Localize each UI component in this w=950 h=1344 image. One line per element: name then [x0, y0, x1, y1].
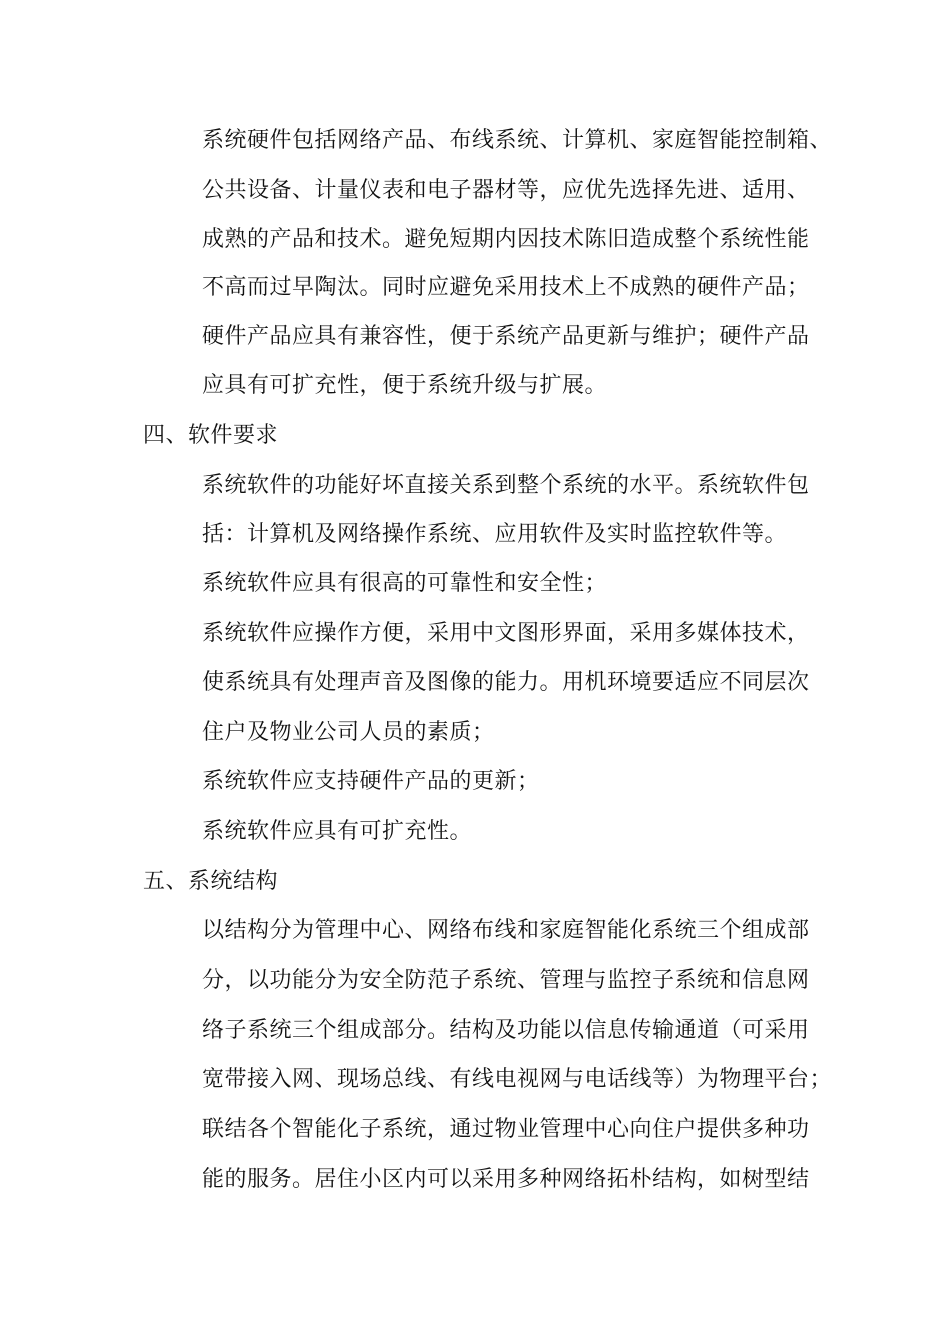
- hardware-paragraph-line: 成熟的产品和技术。避免短期内因技术陈旧造成整个系统性能: [202, 227, 810, 252]
- structure-paragraph-line: 络子系统三个组成部分。结构及功能以信息传输通道（可采用: [202, 1018, 810, 1043]
- hardware-paragraph-line: 应具有可扩充性，便于系统升级与扩展。: [202, 373, 608, 398]
- software-paragraph-line: 使系统具有处理声音及图像的能力。用机环境要适应不同层次: [202, 670, 810, 695]
- structure-paragraph-line: 能的服务。居住小区内可以采用多种网络拓朴结构，如树型结: [202, 1167, 810, 1192]
- software-paragraph-line: 系统软件应支持硬件产品的更新；: [202, 769, 540, 794]
- software-paragraph-line: 系统软件的功能好坏直接关系到整个系统的水平。系统软件包: [202, 473, 810, 498]
- software-paragraph-line: 括：计算机及网络操作系统、应用软件及实时监控软件等。: [202, 522, 788, 547]
- structure-paragraph-line: 以结构分为管理中心、网络布线和家庭智能化系统三个组成部: [202, 918, 810, 943]
- hardware-paragraph-line: 系统硬件包括网络产品、布线系统、计算机、家庭智能控制箱、: [202, 128, 833, 153]
- software-paragraph-line: 系统软件应具有可扩充性。: [202, 819, 473, 844]
- structure-paragraph-line: 分，以功能分为安全防范子系统、管理与监控子系统和信息网: [202, 968, 810, 993]
- hardware-paragraph-line: 公共设备、计量仪表和电子器材等，应优先选择先进、适用、: [202, 178, 810, 203]
- structure-paragraph-line: 联结各个智能化子系统，通过物业管理中心向住户提供多种功: [202, 1117, 810, 1142]
- software-paragraph-line: 系统软件应操作方便，采用中文图形界面，采用多媒体技术，: [202, 621, 810, 646]
- hardware-paragraph-line: 不高而过早陶汰。同时应避免采用技术上不成熟的硬件产品；: [202, 275, 810, 300]
- structure-paragraph-line: 宽带接入网、现场总线、有线电视网与电话线等）为物理平台；: [202, 1067, 833, 1092]
- software-paragraph-line: 住户及物业公司人员的素质；: [202, 720, 495, 745]
- software-paragraph-line: 系统软件应具有很高的可靠性和安全性；: [202, 571, 608, 596]
- hardware-paragraph-line: 硬件产品应具有兼容性，便于系统产品更新与维护；硬件产品: [202, 324, 810, 349]
- section-heading-structure: 五、系统结构: [143, 869, 279, 894]
- section-heading-software: 四、软件要求: [143, 423, 279, 448]
